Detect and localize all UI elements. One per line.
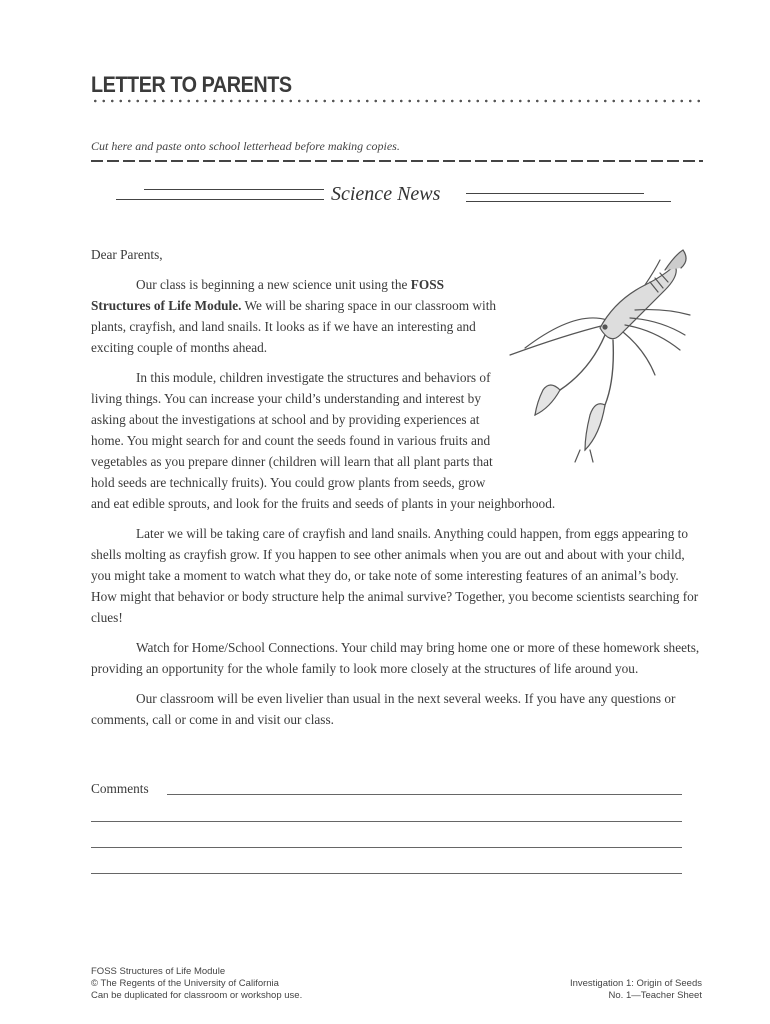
paragraph-5 xyxy=(91,688,703,730)
science-news-banner xyxy=(116,180,671,210)
cut-line xyxy=(91,160,703,162)
comments-label: Comments xyxy=(91,781,149,796)
paragraph-1-rest: We will be sharing space in our classroom with plants, crayfish, and land snails. It looks as if we have an interesting and exciting couple of months ahead. xyxy=(91,298,497,355)
paragraph-1-intro: Our class is beginning a new science unit using the xyxy=(136,277,411,292)
paragraph-5-text: Our classroom will be even livelier than usual in the next several weeks. If you have any questions or comments, call or come in and visit our class. xyxy=(91,691,676,727)
footer-right xyxy=(570,978,702,1002)
comment-line-1 xyxy=(167,794,682,795)
footer-sheet-number: No. 1—Teacher Sheet xyxy=(608,990,702,1001)
letter-body xyxy=(91,244,703,730)
banner-rule-left-top xyxy=(144,189,324,190)
cut-instruction: Cut here and paste onto school letterhead before making copies. xyxy=(91,139,400,153)
comment-line-2 xyxy=(91,821,682,822)
salutation: Dear Parents, xyxy=(91,247,163,262)
paragraph-2-text: In this module, children investigate the structures and behaviors of living things. You can increase your child’s understanding and interest by asking about the investigations at school and by providing experiences at home. You might search for and count the seeds found in various fruits and vegetables as you prepare dinner (children will learn that all plant parts that hold seeds are technically fruits). You could grow plants from seeds, grow and eat edible sprouts, and look for the fruits and seeds of plants in your neighborhood. xyxy=(91,370,556,511)
module-name: FOSS Structures of Life Module. xyxy=(91,277,445,313)
paragraph-4 xyxy=(91,637,703,679)
footer-copyright: © The Regents of the University of California xyxy=(91,978,279,989)
dotted-divider xyxy=(91,99,703,103)
paragraph-3-text: Later we will be taking care of crayfish and land snails. Anything could happen, from eggs appearing to shells molting as crayfish grow. If you happen to see other animals when you are out and about with your child, you might take a moment to watch what they do, or take note of some interesting features of an animal’s body. How might that behavior or body structure help the animal survive? Together, you become scientists searching for clues! xyxy=(91,526,699,625)
banner-rule-right-top xyxy=(466,193,644,194)
section-title: Science News xyxy=(331,183,441,205)
footer-left xyxy=(91,966,302,1002)
footer-investigation: Investigation 1: Origin of Seeds xyxy=(569,978,702,989)
banner-rule-right-bottom xyxy=(466,201,671,202)
paragraph-3 xyxy=(91,523,703,628)
comment-line-4 xyxy=(91,873,682,874)
footer-duplication-note: Can be duplicated for classroom or workshop use. xyxy=(91,990,303,1001)
banner-rule-left-bottom xyxy=(116,199,324,200)
paragraph-4-text: Watch for Home/School Connections. Your child may bring home one or more of these homework sheets, providing an opportunity for the whole family to look more closely at the structures of life around you. xyxy=(91,640,700,676)
comment-line-3 xyxy=(91,847,682,848)
page-title: LETTER TO PARENTS xyxy=(91,72,292,97)
footer-module: FOSS Structures of Life Module xyxy=(91,966,226,977)
illustration-space xyxy=(498,244,703,476)
